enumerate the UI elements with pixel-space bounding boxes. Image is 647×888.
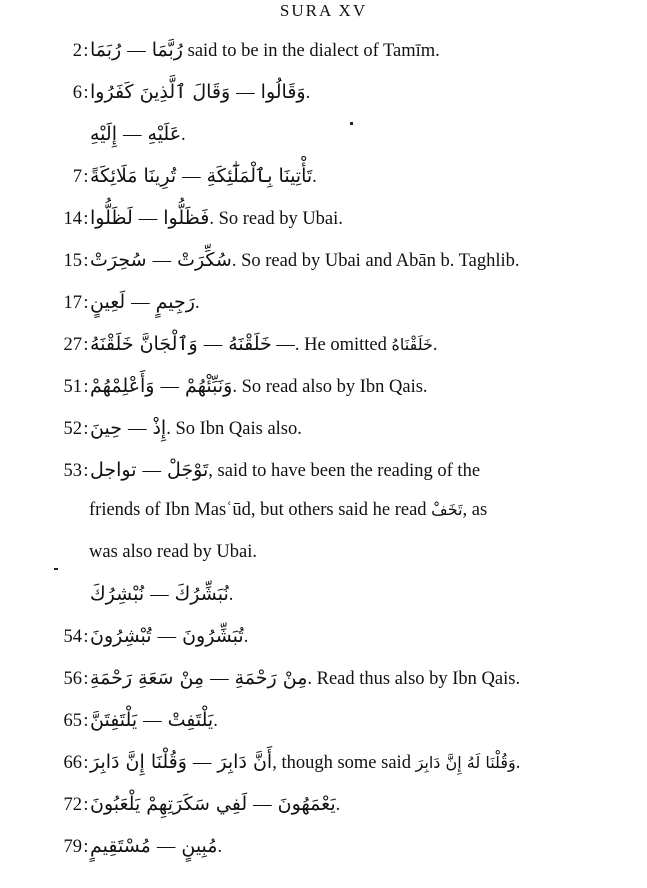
arabic-variant-reading: تُرِينَا مَلَائِكَةً xyxy=(90,165,177,187)
verse-number: 65 xyxy=(63,711,82,731)
arabic-standard-reading: يَلْتَفِتْ xyxy=(167,709,214,731)
verse-number: 52 xyxy=(63,419,82,439)
arabic-variant-reading: لَظَلُّوا xyxy=(90,207,133,229)
dash-separator: — xyxy=(157,627,177,647)
dash-separator: — xyxy=(236,83,255,103)
dash-separator: — xyxy=(143,711,162,731)
verse-colon: : xyxy=(83,41,89,61)
verse-colon: : xyxy=(83,627,89,647)
dash-separator: — xyxy=(127,419,147,439)
verse-colon: : xyxy=(83,711,89,731)
arabic-variant-reading: وَقَالَ ٱلَّذِينَ كَفَرُوا xyxy=(90,81,231,103)
entry-53-continuation-1 xyxy=(89,498,645,522)
entry-line xyxy=(0,416,647,441)
dash-separator: — xyxy=(203,335,223,355)
arabic-standard-reading: إِذْ xyxy=(152,417,167,439)
dash-separator: — xyxy=(182,167,201,187)
entry-note: . xyxy=(335,795,341,815)
verse-number: 2 xyxy=(72,41,82,61)
arabic-variant-reading: تُبْشِرُونَ xyxy=(90,625,152,647)
dash-separator: — xyxy=(123,125,142,145)
page-header: SURA XV xyxy=(279,1,368,20)
entry-line xyxy=(0,164,647,189)
dash-separator: — xyxy=(152,251,172,271)
entry-note: . xyxy=(305,83,311,103)
entry-line xyxy=(0,38,647,63)
verse-colon: : xyxy=(83,669,89,689)
continuation-end: , as xyxy=(462,500,488,520)
verse-number: 7 xyxy=(72,167,82,187)
verse-number: 72 xyxy=(63,795,82,815)
entry-note: . xyxy=(213,711,218,731)
dash-separator: — xyxy=(156,837,176,857)
arabic-standard-reading: مِنْ رَحْمَةِ xyxy=(234,667,308,689)
verse-colon: : xyxy=(83,335,89,355)
arabic-standard-reading: وَنَبِّئْهُمْ xyxy=(184,375,233,397)
entry-line xyxy=(0,458,647,483)
stray-mark xyxy=(350,122,353,125)
entry-note: . So read by Ubai. xyxy=(209,209,343,229)
verse-number: 56 xyxy=(63,669,82,689)
arabic-standard-reading: خَلَقْنَهُ xyxy=(228,333,272,355)
entry-note: . xyxy=(243,627,249,647)
entry-53-continuation-text-2: was also read by Ubai. xyxy=(89,542,257,562)
entry-note: . So read also by Ibn Qais. xyxy=(232,377,428,397)
verse-colon: : xyxy=(83,251,89,271)
note-arabic: وَقُلْنَا لَهُ إِنَّ دَابِرَ xyxy=(415,753,516,772)
entry-line xyxy=(0,80,647,105)
verse-colon: : xyxy=(83,293,89,313)
entry-53-continuation-2 xyxy=(89,540,257,564)
arabic-standard-reading: وَقَالُوا xyxy=(260,81,306,103)
verse-colon: : xyxy=(83,377,89,397)
arabic-variant-reading: لَفِي سَكَرَتِهِمْ يَلْعَبُونَ xyxy=(90,793,248,815)
verse-number: 14 xyxy=(63,209,82,229)
verse-colon: : xyxy=(83,753,89,773)
entry-line xyxy=(0,122,647,147)
arabic-standard-reading: سُكِّرَتْ xyxy=(177,249,232,271)
arabic-variant-reading: لَعِينٍ xyxy=(90,291,126,313)
arabic-standard-reading: تَأْتِينَا بِٱلْمَلَٰٓئِكَةِ xyxy=(206,165,313,187)
entry-note: . So read by Ubai and Abān b. Taghlib. xyxy=(231,251,520,271)
verse-number: 27 xyxy=(63,335,82,355)
arabic-standard-reading: نُبَشِّرُكَ xyxy=(174,583,229,605)
verse-colon: : xyxy=(83,795,89,815)
arabic-standard-reading: رُبَّمَا xyxy=(151,39,183,61)
arabic-variant-reading: وَٱلْجَانَّ خَلَقْنَهُ xyxy=(90,333,198,355)
verse-number: 54 xyxy=(63,627,82,647)
dash-separator: — xyxy=(131,293,150,313)
continuation-arabic: تَخَفْ xyxy=(431,500,463,519)
verse-number: 51 xyxy=(63,377,82,397)
entry-line xyxy=(0,332,647,357)
verse-number: 6 xyxy=(72,83,82,103)
note-end: . xyxy=(432,335,438,355)
continuation-wrap xyxy=(89,500,487,520)
arabic-variant-reading: وَقُلْنَا إِنَّ دَابِرَ xyxy=(90,751,187,773)
dash-separator: — xyxy=(150,585,169,605)
entry-note: . xyxy=(217,837,223,857)
arabic-variant-reading: رُبَمَا xyxy=(90,39,122,61)
verse-number: 53 xyxy=(63,461,82,481)
dash-separator: — xyxy=(253,795,272,815)
arabic-variant-reading: مِنْ سَعَةِ رَحْمَةِ xyxy=(90,667,205,689)
arabic-standard-reading: عَلَيْهِ xyxy=(147,123,182,145)
entry-note: . So Ibn Qais also. xyxy=(166,419,302,439)
arabic-variant-reading: تواجل xyxy=(90,459,137,481)
arabic-standard-reading: تُبَشِّرُونَ xyxy=(182,625,244,647)
entry-line xyxy=(0,792,647,817)
verse-number: 66 xyxy=(63,753,82,773)
verse-colon: : xyxy=(83,461,89,481)
entry-line xyxy=(0,206,647,231)
dash-separator: — xyxy=(138,209,158,229)
entry-note: , though some said xyxy=(272,753,416,773)
entry-line xyxy=(0,374,647,399)
stray-mark xyxy=(54,568,58,570)
entry-line xyxy=(0,290,647,315)
arabic-standard-reading: رَجِيمٍ xyxy=(155,291,195,313)
entry-note: . xyxy=(181,125,186,145)
verse-colon: : xyxy=(83,209,89,229)
verse-colon: : xyxy=(83,419,89,439)
note-end: . xyxy=(515,753,521,773)
verse-colon: : xyxy=(83,83,89,103)
arabic-variant-reading: يَلْتَفِتَنَّ xyxy=(90,709,138,731)
dash-separator: — xyxy=(192,753,212,773)
arabic-standard-reading: مُبِينٍ xyxy=(181,835,218,857)
arabic-variant-reading: إِلَيْهِ xyxy=(90,123,117,145)
arabic-standard-reading: يَعْمَهُونَ xyxy=(277,793,336,815)
entry-note: said to be in the dialect of Tamīm. xyxy=(183,41,440,61)
entry-note: —. He omitted xyxy=(271,335,392,355)
entry-line xyxy=(0,750,647,775)
arabic-standard-reading: تَوْجَلْ xyxy=(167,459,209,481)
entry-line xyxy=(0,834,647,859)
entry-line xyxy=(0,248,647,273)
entry-line xyxy=(0,624,647,649)
dash-separator: — xyxy=(210,669,229,689)
dash-separator: — xyxy=(160,377,179,397)
dash-separator: — xyxy=(142,461,162,481)
arabic-variant-reading: مُسْتَقِيمٍ xyxy=(90,835,151,857)
verse-number: 79 xyxy=(63,837,82,857)
verse-colon: : xyxy=(83,167,89,187)
entry-line xyxy=(0,666,647,691)
dash-separator: — xyxy=(127,41,146,61)
arabic-standard-reading: فَظَلُّوا xyxy=(163,207,210,229)
entry-note: . xyxy=(194,293,200,313)
verse-number: 15 xyxy=(63,251,82,271)
arabic-standard-reading: أَنَّ دَابِرَ xyxy=(217,751,273,773)
arabic-variant-reading: نُبْشِرُكَ xyxy=(90,583,145,605)
entry-note: . Read thus also by Ibn Qais. xyxy=(307,669,521,689)
entry-note: . xyxy=(228,585,234,605)
verse-colon: : xyxy=(83,837,89,857)
note-arabic: خَلَقْنَاهُ xyxy=(391,335,433,354)
entry-53-continuation-text: friends of Ibn Masʿūd, but others said he read xyxy=(89,500,432,520)
arabic-variant-reading: حِينَ xyxy=(90,417,122,439)
entry-line xyxy=(0,582,647,607)
entry-note: , said to have been the reading of the xyxy=(208,461,481,481)
entry-line xyxy=(0,708,647,733)
arabic-variant-reading: وَأَعْلِمْهُمْ xyxy=(90,375,155,397)
arabic-variant-reading: سُحِرَتْ xyxy=(90,249,147,271)
entry-note: . xyxy=(312,167,317,187)
verse-number: 17 xyxy=(63,293,82,313)
